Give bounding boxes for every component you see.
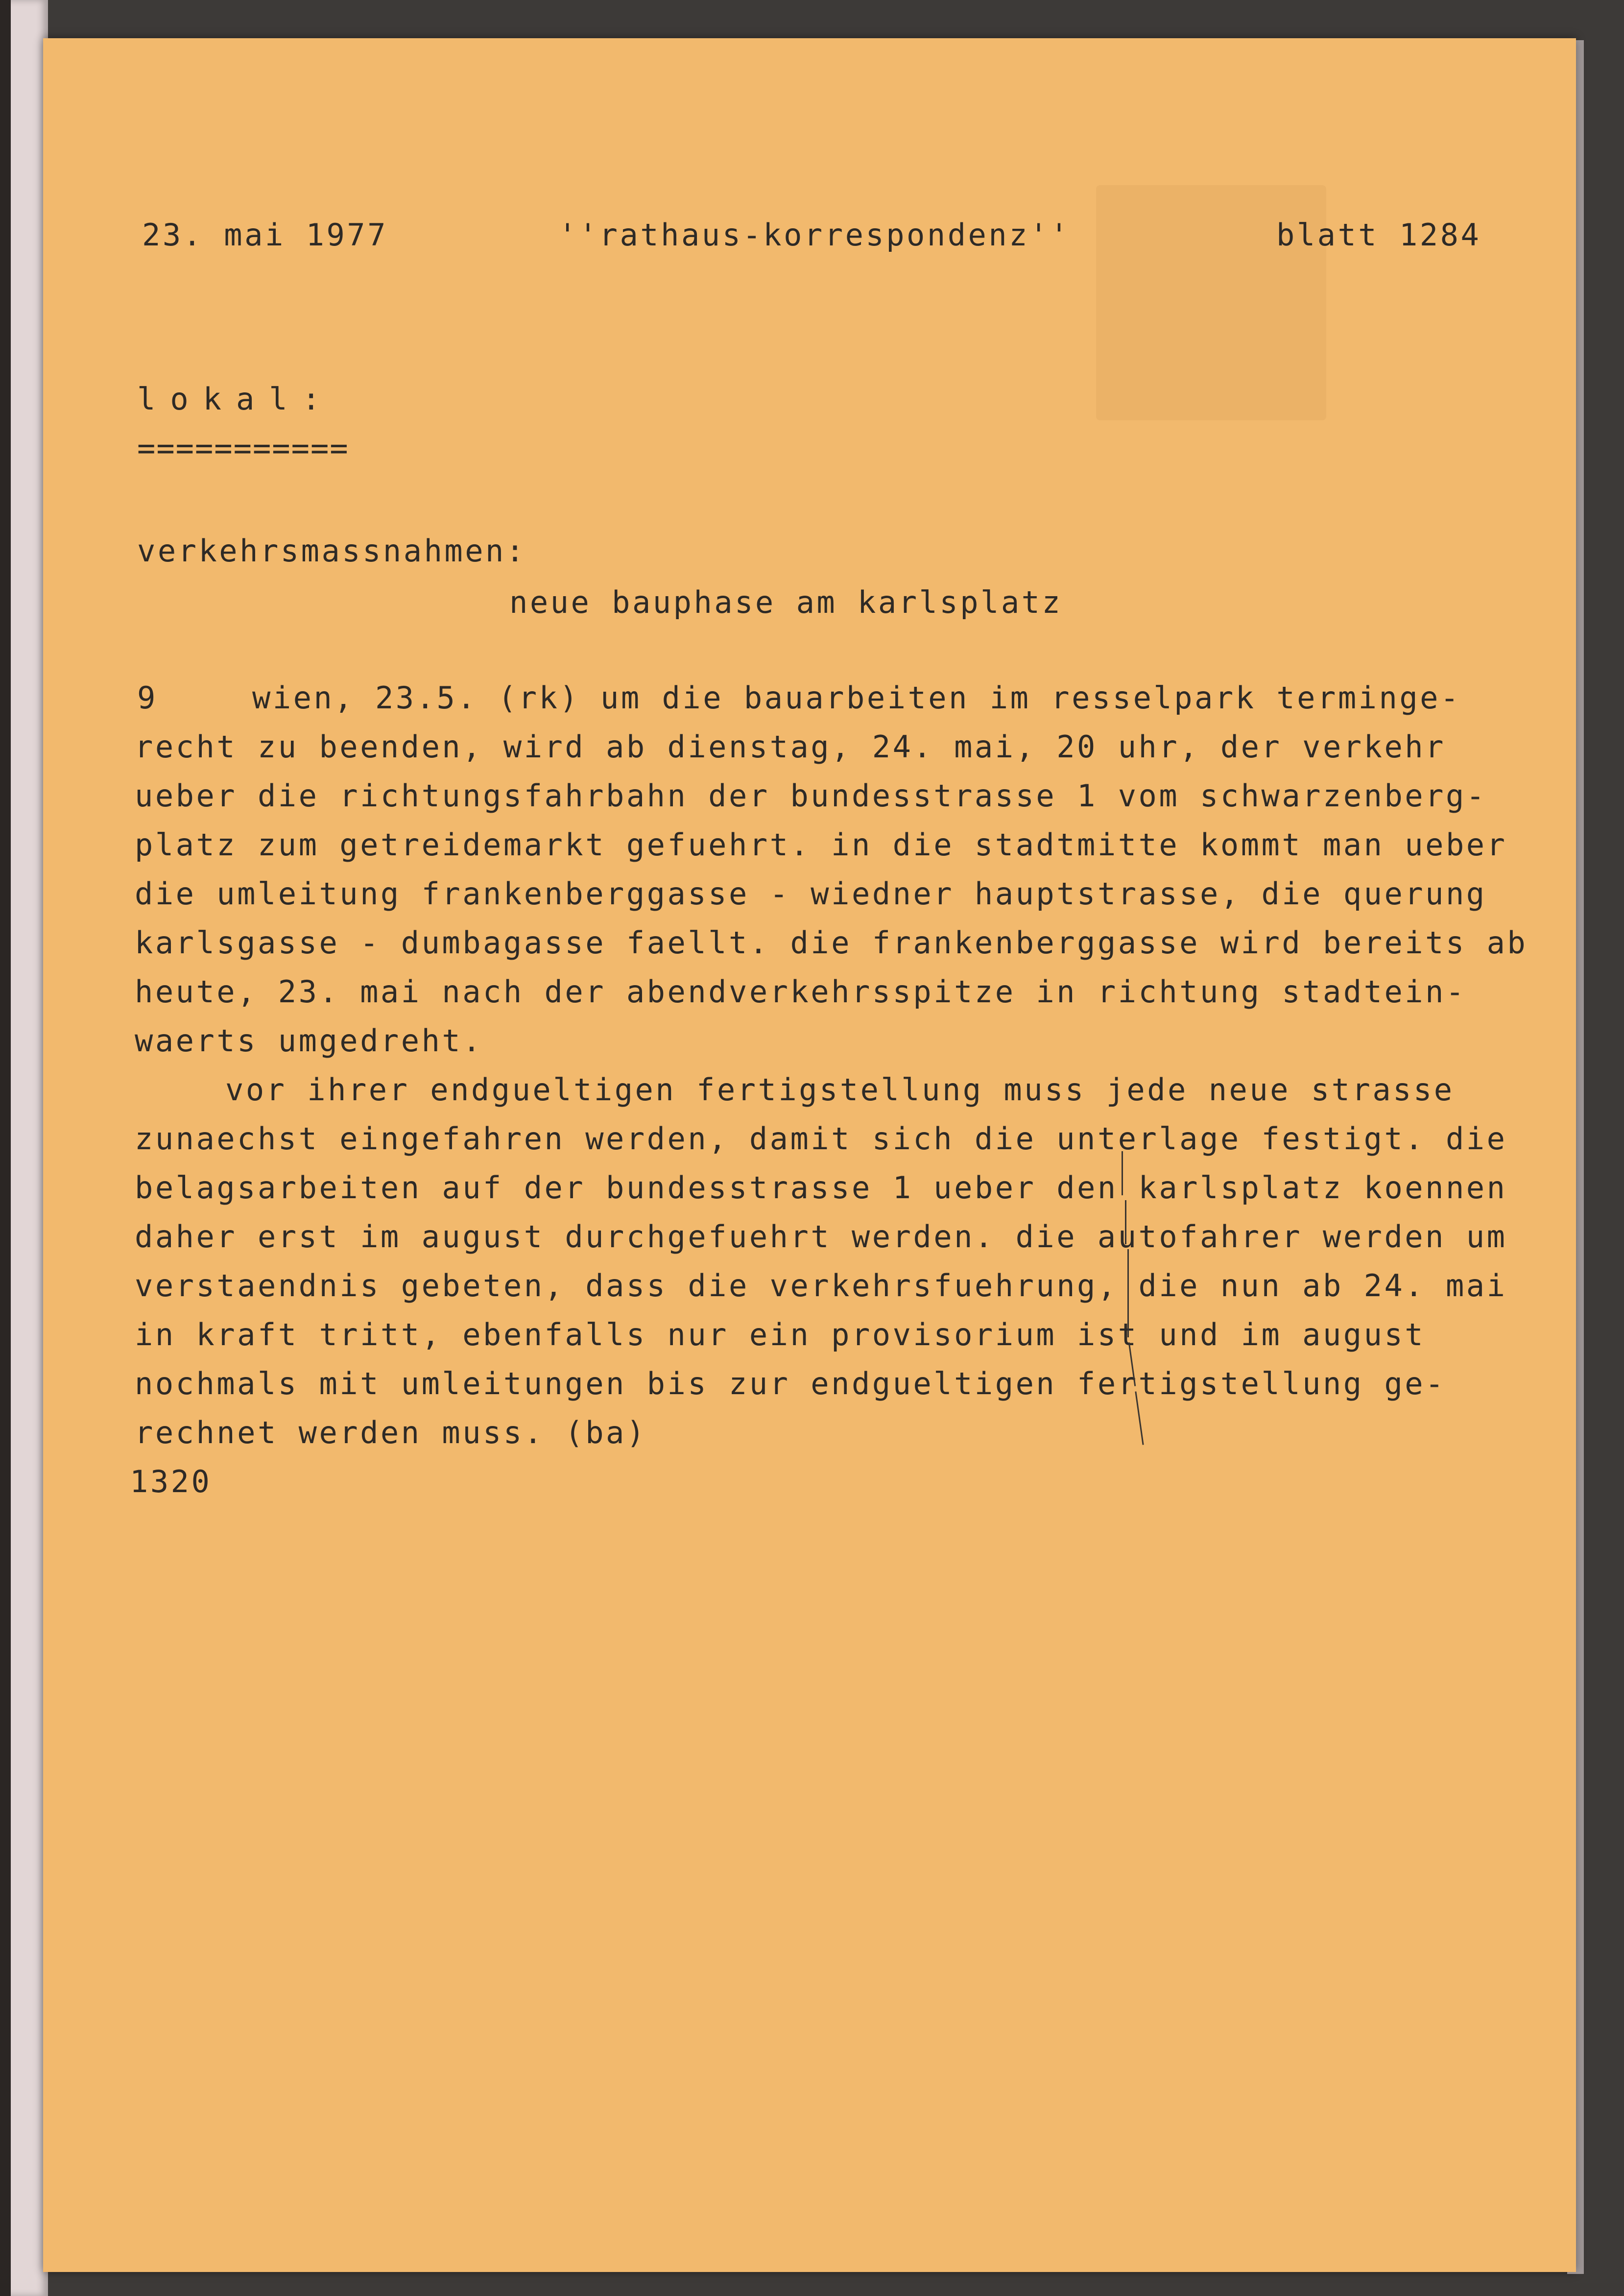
body-line: zunaechst eingefahren werden, damit sich die unterlage festigt. die xyxy=(135,1121,1507,1157)
body-line: wien, 23.5. (rk) um die bauarbeiten im resselpark terminge- xyxy=(252,680,1461,716)
header-date: 23. mai 1977 xyxy=(142,217,388,253)
pen-correction-mark xyxy=(1122,1151,1123,1195)
pen-correction-mark xyxy=(1127,1249,1129,1337)
body-line: verstaendnis gebeten, dass die verkehrsfuehrung, die nun ab 24. mai xyxy=(135,1268,1507,1304)
footer-number: 1320 xyxy=(130,1464,212,1499)
body-line: platz zum getreidemarkt gefuehrt. in die stadtmitte kommt man ueber xyxy=(135,827,1507,863)
header-page-number: blatt 1284 xyxy=(1276,217,1481,253)
body-line: waerts umgedreht. xyxy=(135,1023,483,1059)
section-label: lokal: xyxy=(137,381,335,417)
binding-shadow xyxy=(0,0,11,2296)
body-line: in kraft tritt, ebenfalls nur ein provisorium ist und im august xyxy=(135,1317,1426,1353)
body-line: vor ihrer endgueltigen fertigstellung muss jede neue strasse xyxy=(225,1072,1455,1108)
topic-heading: verkehrsmassnahmen: xyxy=(137,533,526,569)
body-line: recht zu beenden, wird ab dienstag, 24. mai, 20 uhr, der verkehr xyxy=(135,729,1446,765)
body-line: die umleitung frankenberggasse - wiedner hauptstrasse, die querung xyxy=(135,876,1487,912)
body-line: ueber die richtungsfahrbahn der bundesstrasse 1 vom schwarzenberg- xyxy=(135,778,1487,814)
item-number: 9 xyxy=(137,680,158,716)
pen-correction-mark xyxy=(1125,1200,1126,1244)
body-line: belagsarbeiten auf der bundesstrasse 1 ueber den karlsplatz koennen xyxy=(135,1170,1507,1206)
body-line: karlsgasse - dumbagasse faellt. die frankenberggasse wird bereits ab xyxy=(135,925,1528,961)
header-title: ''rathaus-korrespondenz'' xyxy=(558,217,1071,253)
body-line: heute, 23. mai nach der abendverkehrsspitze in richtung stadtein- xyxy=(135,974,1466,1010)
article-headline: neue bauphase am karlsplatz xyxy=(509,584,1063,620)
body-line: nochmals mit umleitungen bis zur endgueltigen fertigstellung ge- xyxy=(135,1366,1446,1402)
body-line: daher erst im august durchgefuehrt werden. die autofahrer werden um xyxy=(135,1219,1507,1255)
body-line: rechnet werden muss. (ba) xyxy=(135,1415,647,1450)
section-rule: =========== xyxy=(137,430,349,466)
